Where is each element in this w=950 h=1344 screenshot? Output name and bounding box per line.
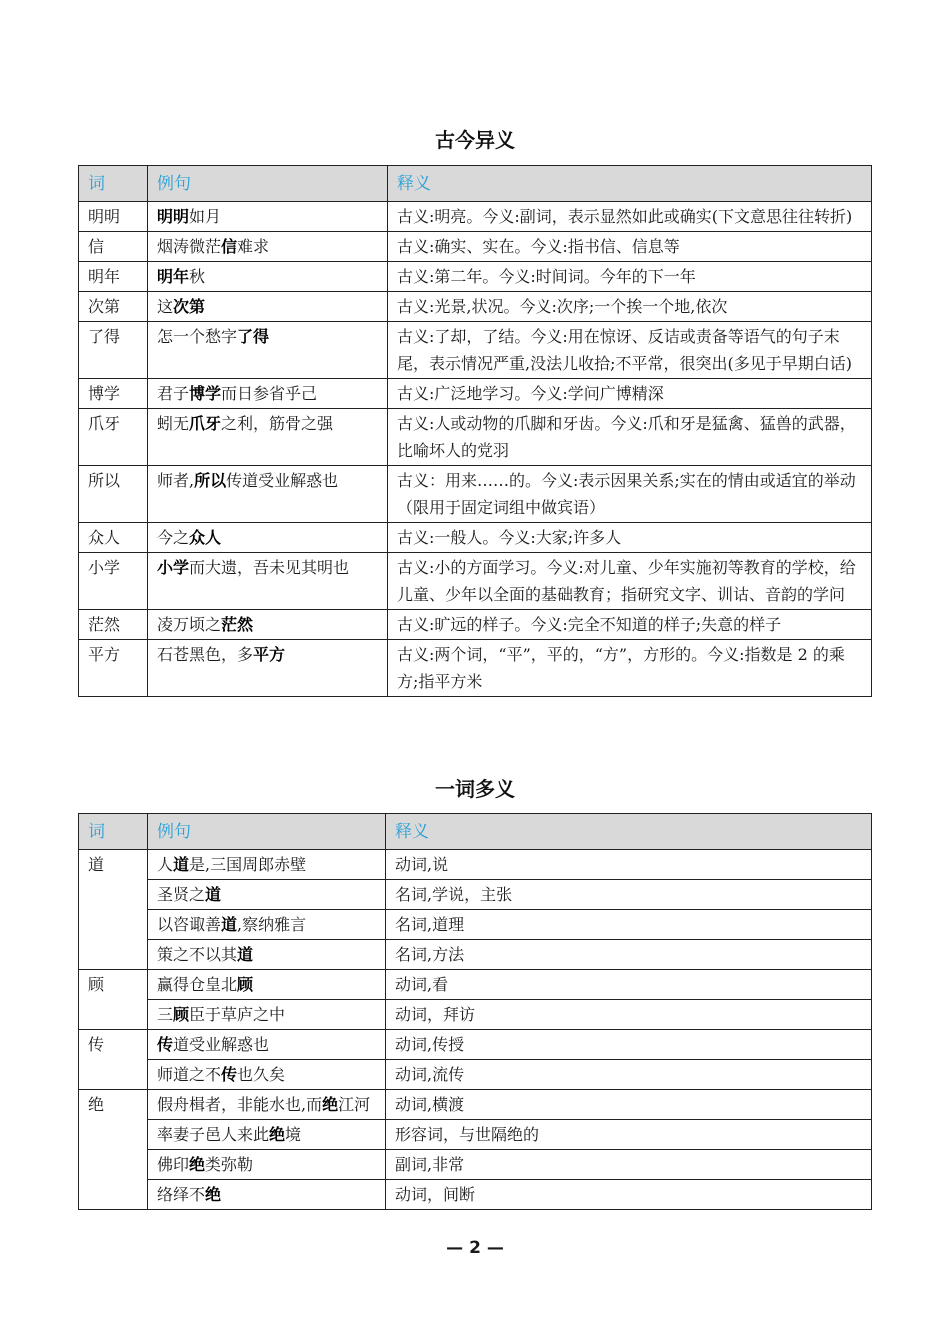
example-cell <box>148 1180 386 1210</box>
highlighted-word: 次第 <box>173 297 206 316</box>
word-cell: 明明 <box>79 202 148 232</box>
header-example: 例句 <box>148 814 386 850</box>
example-text: 络绎不 <box>157 1185 206 1204</box>
example-text: 凌万顷之 <box>157 615 222 634</box>
table-row <box>79 523 872 553</box>
example-cell <box>148 640 388 697</box>
meaning-cell: 动词,看 <box>386 970 872 1000</box>
example-text: 策之不以其 <box>157 945 238 964</box>
example-text: 臣于草庐之中 <box>189 1005 286 1024</box>
meaning-cell: 古义:确实、实在。今义:指书信、信息等 <box>388 232 872 262</box>
example-cell <box>148 409 388 466</box>
section-title-yiciduoyi: 一词多义 <box>435 777 515 801</box>
example-cell <box>148 292 388 322</box>
word-cell: 顾 <box>79 970 148 1030</box>
example-text: 是,三国周郎赤壁 <box>189 855 307 874</box>
meaning-cell: 动词,传授 <box>386 1030 872 1060</box>
table-row <box>79 1120 872 1150</box>
table-row <box>79 610 872 640</box>
highlighted-word: 道 <box>205 885 222 904</box>
word-cell: 传 <box>79 1030 148 1090</box>
header-word: 词 <box>79 814 148 850</box>
highlighted-word: 绝 <box>189 1155 206 1174</box>
example-text: 烟涛微茫 <box>157 237 222 256</box>
meaning-cell: 动词,说 <box>386 850 872 880</box>
table-row <box>79 409 872 466</box>
example-cell <box>148 1000 386 1030</box>
example-text: 人 <box>157 855 174 874</box>
highlighted-word: 茫然 <box>221 615 254 634</box>
meaning-cell: 副词,非常 <box>386 1150 872 1180</box>
table-row <box>79 880 872 910</box>
highlighted-word: 道 <box>221 915 238 934</box>
example-text: 秋 <box>189 267 206 286</box>
example-cell <box>148 1060 386 1090</box>
example-text: 道受业解惑也 <box>173 1035 270 1054</box>
word-cell: 道 <box>79 850 148 970</box>
word-cell: 爪牙 <box>79 409 148 466</box>
meaning-cell: 古义:两个词，“平”，平的，“方”，方形的。今义:指数是 2 的乘方;指平方米 <box>388 640 872 697</box>
table-row <box>79 970 872 1000</box>
highlighted-word: 所以 <box>194 471 227 490</box>
example-text: 赢得仓皇北 <box>157 975 238 994</box>
example-text: 假舟楫者，非能水也,而 <box>157 1095 323 1114</box>
highlighted-word: 了得 <box>237 327 270 346</box>
table-row <box>79 232 872 262</box>
meaning-cell: 古义：用来……的。今义:表示因果关系;实在的情由或适宜的举动（限用于固定词组中做宾语） <box>388 466 872 523</box>
meaning-cell: 名词,学说，主张 <box>386 880 872 910</box>
meaning-cell: 古义:了却，了结。今义:用在惊讶、反诘或责备等语气的句子末尾，表示情况严重,没法儿收拾;不平常，很突出(多见于早期白话) <box>388 322 872 379</box>
meaning-cell: 动词,流传 <box>386 1060 872 1090</box>
table-row <box>79 1060 872 1090</box>
highlighted-word: 信 <box>221 237 238 256</box>
example-text: 怎一个愁字 <box>157 327 238 346</box>
example-text: 境 <box>285 1125 302 1144</box>
highlighted-word: 传 <box>157 1035 174 1054</box>
example-cell <box>148 379 388 409</box>
gujinyiyi-table <box>78 165 872 697</box>
example-cell <box>148 940 386 970</box>
highlighted-word: 绝 <box>322 1095 339 1114</box>
example-text: 这 <box>157 297 174 316</box>
example-cell <box>148 466 388 523</box>
example-text: 类弥勒 <box>205 1155 254 1174</box>
example-cell <box>148 970 386 1000</box>
section-title-gujinyiyi: 古今异义 <box>435 128 515 152</box>
example-text: 圣贤之 <box>157 885 206 904</box>
table-row <box>79 553 872 610</box>
example-text: ,察纳雅言 <box>237 915 307 934</box>
table-header-row <box>79 166 872 202</box>
highlighted-word: 爪牙 <box>189 414 222 433</box>
meaning-cell: 古义:旷远的样子。今义:完全不知道的样子;失意的样子 <box>388 610 872 640</box>
header-meaning: 释义 <box>386 814 872 850</box>
example-cell <box>148 610 388 640</box>
example-text: 蚓无 <box>157 414 190 433</box>
highlighted-word: 道 <box>237 945 254 964</box>
word-cell: 小学 <box>79 553 148 610</box>
meaning-cell: 动词,横渡 <box>386 1090 872 1120</box>
word-cell: 明年 <box>79 262 148 292</box>
example-text: 以咨诹善 <box>157 915 222 934</box>
meaning-cell: 古义:小的方面学习。今义:对儿童、少年实施初等教育的学校，给儿童、少年以全面的基础教育；指研究文字、训诂、音韵的学问 <box>388 553 872 610</box>
table-row <box>79 322 872 379</box>
example-cell <box>148 850 386 880</box>
example-cell <box>148 322 388 379</box>
table-row <box>79 466 872 523</box>
word-cell: 平方 <box>79 640 148 697</box>
table-row <box>79 640 872 697</box>
meaning-cell: 形容词，与世隔绝的 <box>386 1120 872 1150</box>
table-row <box>79 1000 872 1030</box>
highlighted-word: 顾 <box>237 975 254 994</box>
header-example: 例句 <box>148 166 388 202</box>
meaning-cell: 古义:广泛地学习。今义:学问广博精深 <box>388 379 872 409</box>
header-word: 词 <box>79 166 148 202</box>
example-text: 君子 <box>157 384 190 403</box>
word-cell: 了得 <box>79 322 148 379</box>
word-cell: 茫然 <box>79 610 148 640</box>
example-cell <box>148 880 386 910</box>
highlighted-word: 明明 <box>157 207 190 226</box>
highlighted-word: 小学 <box>157 558 190 577</box>
meaning-cell: 古义:光景,状况。今义:次序;一个挨一个地,依次 <box>388 292 872 322</box>
example-text: 如月 <box>189 207 222 226</box>
table-row <box>79 1090 872 1120</box>
example-cell <box>148 553 388 610</box>
example-text: 师道之不 <box>157 1065 222 1084</box>
meaning-cell: 古义:第二年。今义:时间词。今年的下一年 <box>388 262 872 292</box>
example-text: 也久矣 <box>237 1065 286 1084</box>
table-row <box>79 940 872 970</box>
example-text: 传道受业解惑也 <box>226 471 339 490</box>
meaning-cell: 古义:人或动物的爪脚和牙齿。今义:爪和牙是猛禽、猛兽的武器，比喻坏人的党羽 <box>388 409 872 466</box>
table-header-row <box>79 814 872 850</box>
table-row <box>79 1180 872 1210</box>
meaning-cell: 名词,道理 <box>386 910 872 940</box>
highlighted-word: 博学 <box>189 384 222 403</box>
highlighted-word: 平方 <box>253 645 286 664</box>
highlighted-word: 明年 <box>157 267 190 286</box>
example-text: 石苍黑色，多 <box>157 645 254 664</box>
highlighted-word: 众人 <box>189 528 222 547</box>
example-cell <box>148 523 388 553</box>
highlighted-word: 绝 <box>205 1185 222 1204</box>
yiciduoyi-table <box>78 813 872 1210</box>
word-cell: 绝 <box>79 1090 148 1210</box>
word-cell: 信 <box>79 232 148 262</box>
table-row <box>79 379 872 409</box>
meaning-cell: 动词，拜访 <box>386 1000 872 1030</box>
example-cell <box>148 1150 386 1180</box>
table-row <box>79 292 872 322</box>
example-cell <box>148 1030 386 1060</box>
word-cell: 次第 <box>79 292 148 322</box>
example-cell <box>148 202 388 232</box>
table-row <box>79 262 872 292</box>
example-text: 率妻子邑人来此 <box>157 1125 270 1144</box>
example-text: 而日参省乎己 <box>221 384 318 403</box>
example-text: 三 <box>157 1005 174 1024</box>
word-cell: 博学 <box>79 379 148 409</box>
page-number: — 2 — <box>446 1238 504 1258</box>
example-text: 而大遗，吾未见其明也 <box>189 558 350 577</box>
table-row <box>79 1030 872 1060</box>
word-cell: 所以 <box>79 466 148 523</box>
example-cell <box>148 1120 386 1150</box>
example-text: 佛印 <box>157 1155 190 1174</box>
table-row <box>79 850 872 880</box>
table-row <box>79 202 872 232</box>
highlighted-word: 绝 <box>269 1125 286 1144</box>
example-text: 之利，筋骨之强 <box>221 414 334 433</box>
example-text: 江河 <box>338 1095 371 1114</box>
table-row <box>79 910 872 940</box>
example-text: 难求 <box>237 237 270 256</box>
word-cell: 众人 <box>79 523 148 553</box>
example-cell <box>148 262 388 292</box>
example-cell <box>148 1090 386 1120</box>
example-cell <box>148 910 386 940</box>
meaning-cell: 古义:明亮。今义:副词，表示显然如此或确实(下文意思往往转折) <box>388 202 872 232</box>
highlighted-word: 传 <box>221 1065 238 1084</box>
example-text: 今之 <box>157 528 190 547</box>
table-row <box>79 1150 872 1180</box>
example-text: 师者, <box>157 471 195 490</box>
header-meaning: 释义 <box>388 166 872 202</box>
meaning-cell: 动词，间断 <box>386 1180 872 1210</box>
highlighted-word: 顾 <box>173 1005 190 1024</box>
example-cell <box>148 232 388 262</box>
meaning-cell: 名词,方法 <box>386 940 872 970</box>
meaning-cell: 古义:一般人。今义:大家;许多人 <box>388 523 872 553</box>
highlighted-word: 道 <box>173 855 190 874</box>
